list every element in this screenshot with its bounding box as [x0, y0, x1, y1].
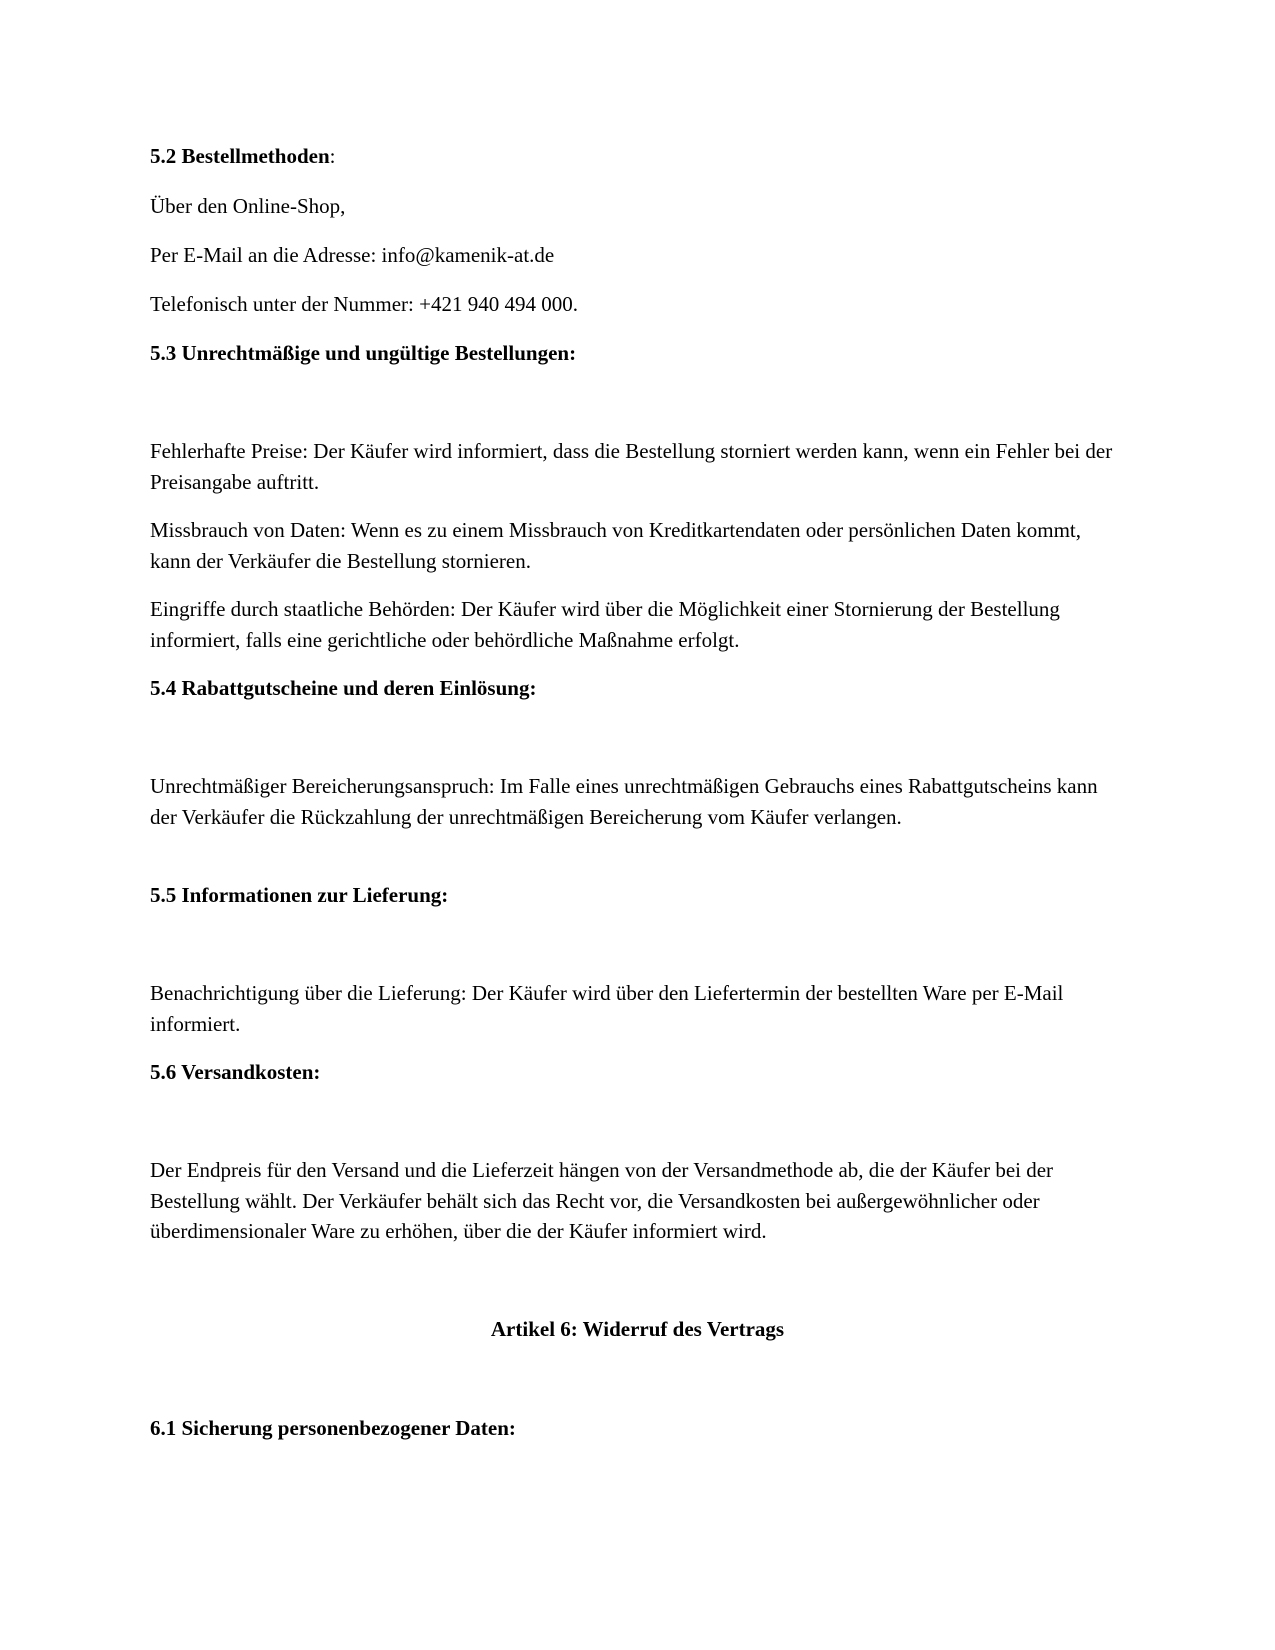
paragraph-incorrect-prices: Fehlerhafte Preise: Der Käufer wird informiert, dass die Bestellung storniert werden kann, wenn ein Fehler bei der Preisangabe auftritt.: [150, 439, 1113, 494]
section-5-3-heading: 5.3 Unrechtmäßige und ungültige Bestellungen:: [150, 341, 577, 365]
paragraph-delivery-notification: Benachrichtigung über die Lieferung: Der Käufer wird über den Liefertermin der bestellten Ware per E-Mail informiert.: [150, 981, 1064, 1036]
order-method-email: Per E-Mail an die Adresse: info@kamenik-at.de: [150, 243, 555, 267]
paragraph-state-intervention: Eingriffe durch staatliche Behörden: Der Käufer wird über die Möglichkeit einer Stornierung der Bestellung informiert, falls eine gerichtliche oder behördliche Maßnahme erfolgt.: [150, 597, 1060, 652]
section-5-2-heading-colon: :: [329, 144, 336, 168]
order-method-phone: Telefonisch unter der Nummer: +421 940 494 000.: [150, 292, 578, 316]
paragraph-shipping-costs: Der Endpreis für den Versand und die Lieferzeit hängen von der Versandmethode ab, die der Käufer bei der Bestellung wählt. Der Verkäufer behält sich das Recht vor, die Versandkosten bei außergewöhnlicher oder überdimensionaler Ware zu erhöhen, über die der Käufer informiert wird.: [150, 1158, 1054, 1243]
paragraph-unjust-enrichment: Unrechtmäßiger Bereicherungsanspruch: Im Falle eines unrechtmäßigen Gebrauchs eines Rabattgutscheins kann der Verkäufer die Rückzahlung der unrechtmäßigen Bereicherung vom Käufer verlangen.: [150, 774, 1098, 829]
section-6-1-heading: 6.1 Sicherung personenbezogener Daten:: [150, 1416, 516, 1440]
order-method-online-shop: Über den Online-Shop,: [150, 194, 346, 218]
section-5-6-heading: 5.6 Versandkosten:: [150, 1060, 321, 1084]
section-5-2-heading: 5.2 Bestellmethoden: [150, 144, 330, 168]
section-5-2-heading-line: [150, 141, 1120, 171]
article-6-title: Artikel 6: Widerruf des Vertrags: [490, 1317, 785, 1341]
section-5-4-heading: 5.4 Rabattgutscheine und deren Einlösung:: [150, 676, 537, 700]
section-5-5-heading: 5.5 Informationen zur Lieferung:: [150, 883, 449, 907]
paragraph-data-misuse: Missbrauch von Daten: Wenn es zu einem Missbrauch von Kreditkartendaten oder persönlichen Daten kommt, kann der Verkäufer die Bestellung stornieren.: [150, 518, 1082, 573]
